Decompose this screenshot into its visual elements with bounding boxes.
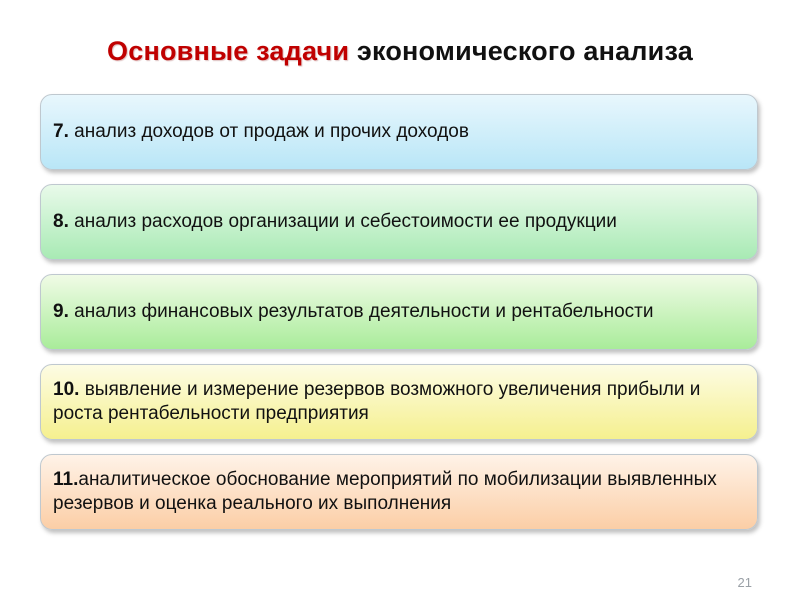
task-description: анализ финансовых результатов деятельности и рентабельности	[74, 301, 654, 322]
task-text	[53, 300, 653, 324]
task-box-9	[40, 274, 758, 350]
task-box-8	[40, 184, 758, 260]
task-box-7	[40, 94, 758, 170]
task-number: 8.	[53, 211, 69, 232]
task-text	[53, 468, 745, 516]
task-description: анализ доходов от продаж и прочих доходов	[74, 121, 469, 142]
task-number: 11.	[53, 469, 79, 490]
task-number: 7.	[53, 121, 69, 142]
task-box-10	[40, 364, 758, 440]
task-number: 9.	[53, 301, 69, 322]
task-box-11	[40, 454, 758, 530]
task-description: выявление и измерение резервов возможного увеличения прибыли и роста рентабельности предприятия	[53, 379, 701, 424]
page-number: 21	[737, 575, 752, 590]
title-rest: экономического анализа	[356, 36, 693, 66]
task-description: анализ расходов организации и себестоимости ее продукции	[74, 211, 617, 232]
task-text	[53, 120, 469, 144]
title-accent: Основные задачи	[107, 36, 350, 66]
task-list	[40, 94, 758, 544]
slide-title	[0, 36, 800, 67]
task-text	[53, 378, 745, 426]
task-description: аналитическое обоснование мероприятий по мобилизации выявленных резервов и оценка реального их выполнения	[53, 469, 717, 514]
task-number: 10.	[53, 379, 80, 400]
task-text	[53, 210, 617, 234]
